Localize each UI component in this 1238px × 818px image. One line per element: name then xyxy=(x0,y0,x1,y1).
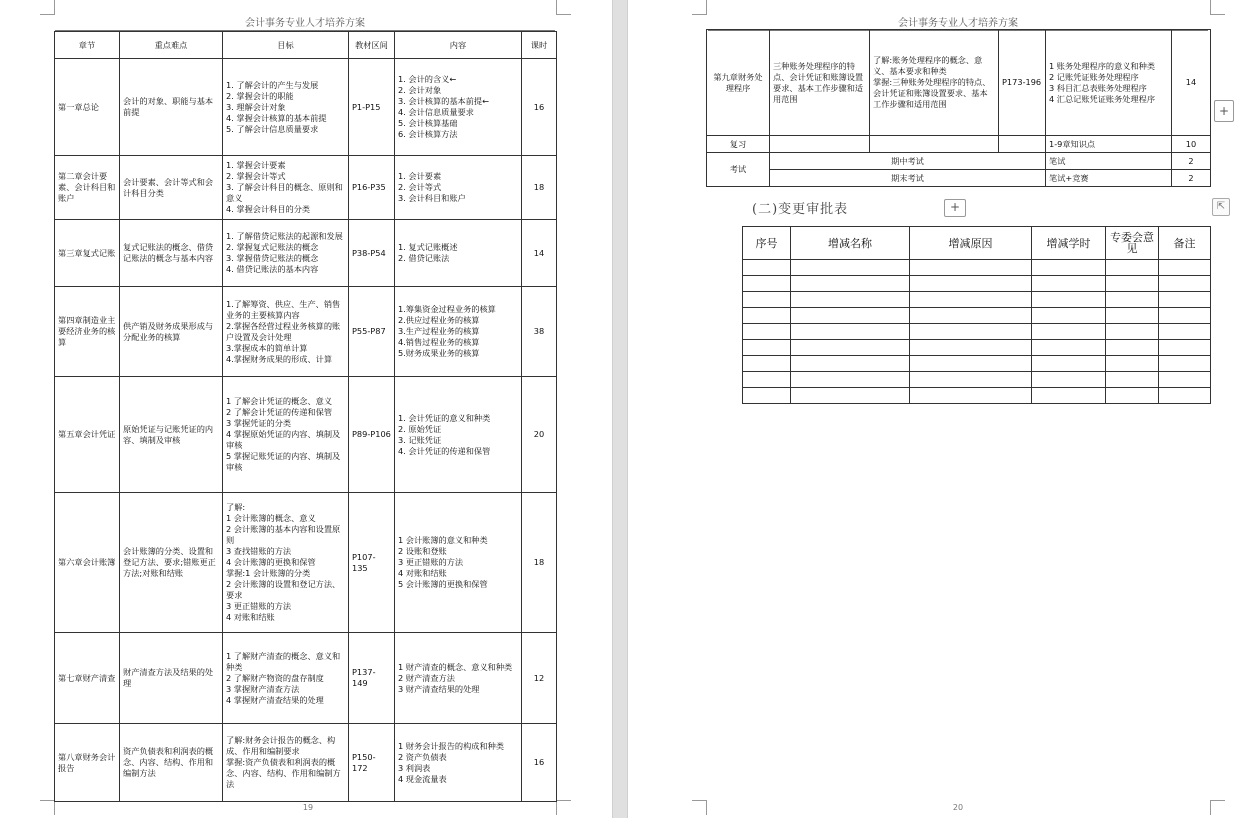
hours-cell: 38 xyxy=(522,287,557,377)
cell-line: 5 会计账簿的更换和保管 xyxy=(398,579,488,589)
empty-cell[interactable] xyxy=(910,388,1032,404)
cell-line: 3 掌握财产清查方法 xyxy=(226,683,300,694)
table-row xyxy=(55,220,557,287)
table-row xyxy=(707,170,1211,187)
empty-cell[interactable] xyxy=(1106,292,1159,308)
empty-cell[interactable] xyxy=(910,324,1032,340)
empty-cell[interactable] xyxy=(910,308,1032,324)
empty-cell[interactable] xyxy=(1032,260,1106,276)
table-row xyxy=(55,377,557,493)
empty-cell[interactable] xyxy=(743,260,791,276)
table-row xyxy=(707,136,1211,153)
cell-line: 1.了解筹资、供应、生产、销售业务的主要核算内容 xyxy=(226,298,341,320)
goals-cell xyxy=(223,287,349,377)
exam-name: 期中考试 xyxy=(770,153,1046,170)
document-page-20 xyxy=(628,0,1238,818)
content-cell xyxy=(395,377,522,493)
range-cell: P1-P15 xyxy=(349,59,395,156)
chapter-cell: 第一章总论 xyxy=(55,59,120,156)
empty-cell[interactable] xyxy=(1032,308,1106,324)
empty-cell[interactable] xyxy=(1106,324,1159,340)
content-cell xyxy=(395,724,522,802)
column-header: 专委会意见 xyxy=(1106,227,1159,260)
empty-cell[interactable] xyxy=(791,372,910,388)
key-cell: 原始凭证与记账凭证的内容、填制及审核 xyxy=(120,377,223,493)
cell-line: 1. 了解借贷记账法的起源和发展 xyxy=(226,231,343,241)
empty-cell[interactable] xyxy=(1159,260,1211,276)
key-cell: 财产清查方法及结果的处理 xyxy=(120,633,223,724)
cell-line: 4. 掌握会计科目的分类 xyxy=(226,204,311,214)
hours-cell: 18 xyxy=(522,156,557,220)
cell-line: 1 财务会计报告的构成和种类 xyxy=(398,740,505,751)
section-title: (二)变更审批表 xyxy=(752,202,849,217)
cell-line: 3.生产过程业务的核算 xyxy=(398,326,480,336)
exam-name: 期末考试 xyxy=(770,170,1046,187)
cell-line: 3. 记账凭证 xyxy=(398,434,442,445)
hours-cell: 12 xyxy=(522,633,557,724)
cell-line: 4.掌握财务成果的形成、计算 xyxy=(226,353,333,364)
approval-table xyxy=(742,226,1211,404)
chapter-cell: 第四章制造业主要经济业务的核算 xyxy=(55,287,120,377)
cell-line: 2 了解会计凭证的传递和保管 xyxy=(226,407,333,417)
table-header-row xyxy=(55,32,557,59)
cell-line: 2 会计账簿的基本内容和设置原则 xyxy=(226,524,341,545)
table-row xyxy=(743,324,1211,340)
empty-cell[interactable] xyxy=(1159,292,1211,308)
content-cell xyxy=(395,220,522,287)
key-cell: 会计要素、会计等式和会计科目分类 xyxy=(120,156,223,220)
column-header: 增减原因 xyxy=(910,227,1032,260)
column-header: 章节 xyxy=(55,32,120,59)
column-header: 增减学时 xyxy=(1032,227,1106,260)
cell-line: 4 会计账簿的更换和保管 xyxy=(226,557,316,567)
cell-line: 2 了解财产物资的盘存制度 xyxy=(226,672,324,683)
cell-line: 2 会计账簿的设置和登记方法、要求 xyxy=(226,579,341,600)
cell-line: 5 掌握记账凭证的内容、填制及审核 xyxy=(226,451,341,472)
review-label: 复习 xyxy=(707,136,770,153)
exam-content: 笔试+竞赛 xyxy=(1046,170,1172,187)
syllabus-table-continued xyxy=(706,29,1211,187)
page-header: 会计事务专业人才培养方案 xyxy=(55,14,555,31)
chapter-cell: 第六章会计账簿 xyxy=(55,493,120,633)
empty-cell[interactable] xyxy=(1106,372,1159,388)
hours-cell: 14 xyxy=(522,220,557,287)
cell-line: 2 记账凭证账务处理程序 xyxy=(1049,71,1139,82)
cell-line: 4 掌握原始凭证的内容、填制及审核 xyxy=(226,429,341,450)
cell-line: 4. 会计信息质量要求 xyxy=(398,107,474,117)
chapter-cell: 第八章财务会计报告 xyxy=(55,724,120,802)
goals-cell xyxy=(223,633,349,724)
table-row xyxy=(743,388,1211,404)
empty-cell[interactable] xyxy=(910,260,1032,276)
empty-cell[interactable] xyxy=(1106,308,1159,324)
cell-line: 2.掌握各经营过程业务核算的账户设置及会计处理 xyxy=(226,320,341,342)
empty-cell[interactable] xyxy=(743,356,791,372)
table-row xyxy=(743,308,1211,324)
chapter-cell: 第三章复式记账 xyxy=(55,220,120,287)
empty-cell[interactable] xyxy=(743,292,791,308)
goals-cell xyxy=(223,724,349,802)
empty-cell[interactable] xyxy=(1159,356,1211,372)
page-header: 会计事务专业人才培养方案 xyxy=(708,14,1208,31)
cell-line: 3 更正错账的方法 xyxy=(226,601,292,611)
cell-line: 3. 会计核算的基本前提← xyxy=(398,96,489,106)
empty-cell[interactable] xyxy=(1159,388,1211,404)
goals-cell xyxy=(223,493,349,633)
syllabus-table xyxy=(54,31,557,802)
key-cell: 供产销及财务成果形成与分配业务的核算 xyxy=(120,287,223,377)
empty-cell[interactable] xyxy=(791,308,910,324)
page-gutter xyxy=(612,0,628,818)
goals-cell xyxy=(223,156,349,220)
exam-hours: 2 xyxy=(1172,153,1211,170)
cell-line: 3 财产清查结果的处理 xyxy=(398,683,480,694)
content-cell xyxy=(395,633,522,724)
column-header: 内容 xyxy=(395,32,522,59)
cell-line: 4. 借贷记账法的基本内容 xyxy=(226,264,319,274)
table-row xyxy=(55,493,557,633)
cell-line: 3 掌握凭证的分类 xyxy=(226,418,292,428)
cell-line: 了解: xyxy=(226,502,246,512)
column-header: 序号 xyxy=(743,227,791,260)
chapter-cell: 第七章财产清查 xyxy=(55,633,120,724)
cell-line: 1 了解财产清查的概念、意义和种类 xyxy=(226,650,341,672)
cell-line: 1 财产清查的概念、意义和种类 xyxy=(398,661,513,672)
empty-cell[interactable] xyxy=(1032,324,1106,340)
empty-cell[interactable] xyxy=(1106,340,1159,356)
cell-line: 1 会计账簿的意义和种类 xyxy=(398,535,488,545)
hours-cell: 20 xyxy=(522,377,557,493)
table-row xyxy=(707,153,1211,170)
cell-line: 3 科目汇总表账务处理程序 xyxy=(1049,82,1147,93)
add-table-button[interactable]: + xyxy=(944,199,966,217)
cell-line: 2 财产清查方法 xyxy=(398,672,455,683)
expand-icon[interactable]: ⇱ xyxy=(1212,198,1230,216)
range-cell: P137-149 xyxy=(349,633,395,724)
exam-content: 笔试 xyxy=(1046,153,1172,170)
cell-line: 5. 会计核算基础 xyxy=(398,118,458,128)
cell-line: 2 设账和登账 xyxy=(398,546,447,556)
page-number: 19 xyxy=(302,803,314,812)
table-row xyxy=(707,30,1211,136)
empty-cell[interactable] xyxy=(1159,308,1211,324)
exam-label: 考试 xyxy=(707,153,770,187)
chapter-cell: 第九章财务处理程序 xyxy=(707,30,770,136)
empty-cell[interactable] xyxy=(1032,340,1106,356)
cell-line: 4.销售过程业务的核算 xyxy=(398,337,480,347)
range-cell: P55-P87 xyxy=(349,287,395,377)
key-cell: 会计的对象、职能与基本前提 xyxy=(120,59,223,156)
cell-line: 3. 理解会计对象 xyxy=(226,101,286,112)
range-cell: P16-P35 xyxy=(349,156,395,220)
empty-cell[interactable] xyxy=(1159,372,1211,388)
cell-line: 6. 会计核算方法 xyxy=(398,129,458,139)
table-row xyxy=(743,276,1211,292)
chapter-cell: 第五章会计凭证 xyxy=(55,377,120,493)
cell-line: 1. 会计的含义← xyxy=(398,74,457,84)
column-header: 增减名称 xyxy=(791,227,910,260)
empty-cell[interactable] xyxy=(743,324,791,340)
empty-cell[interactable] xyxy=(1032,292,1106,308)
goals-cell xyxy=(223,377,349,493)
cell-line: 2. 原始凭证 xyxy=(398,423,442,434)
empty-cell[interactable] xyxy=(1106,356,1159,372)
review-hours: 10 xyxy=(1172,136,1211,153)
range-cell: P173-196 xyxy=(999,30,1046,136)
range-cell: P107-135 xyxy=(349,493,395,633)
cell-line: 1. 会计凭证的意义和种类 xyxy=(398,412,491,423)
cell-line: 1. 掌握会计要素 xyxy=(226,160,286,170)
key-cell: 三种账务处理程序的特点、会计凭证和账簿设置要求、基本工作步骤和适用范围 xyxy=(770,30,870,136)
cell-line: 3 查找错账的方法 xyxy=(226,546,292,556)
cell-line: 掌握:1 会计账簿的分类 xyxy=(226,568,311,578)
empty-cell[interactable] xyxy=(910,356,1032,372)
table-row xyxy=(743,340,1211,356)
cell-line: 2. 掌握复式记账法的概念 xyxy=(226,242,319,252)
goals-cell xyxy=(223,220,349,287)
cell-line: 2. 会计对象 xyxy=(398,85,442,95)
cell-line: 1. 了解会计的产生与发展 xyxy=(226,79,319,90)
empty-cell[interactable] xyxy=(791,260,910,276)
empty-cell[interactable] xyxy=(1106,388,1159,404)
cell-line: 4. 掌握会计核算的基本前提 xyxy=(226,112,327,123)
empty-cell[interactable] xyxy=(1032,372,1106,388)
table-row xyxy=(55,633,557,724)
hours-cell: 18 xyxy=(522,493,557,633)
key-cell: 复式记账法的概念、借贷记账法的概念与基本内容 xyxy=(120,220,223,287)
cell-line: 1 账务处理程序的意义和种类 xyxy=(1049,60,1156,71)
cell-line: 3. 掌握借贷记账法的概念 xyxy=(226,253,319,263)
cell-line: 3 更正错账的方法 xyxy=(398,557,464,567)
range-cell: P89-P106 xyxy=(349,377,395,493)
goals-cell xyxy=(223,59,349,156)
column-header: 备注 xyxy=(1159,227,1211,260)
empty-cell[interactable] xyxy=(791,292,910,308)
empty-cell[interactable] xyxy=(791,388,910,404)
table-row xyxy=(743,292,1211,308)
cell-line: 3 利润表 xyxy=(398,762,431,773)
cell-line: 5. 了解会计信息质量要求 xyxy=(226,123,319,134)
table-header-row xyxy=(743,227,1211,260)
goals-cell xyxy=(870,30,999,136)
cell-line: 4 对账和结账 xyxy=(398,568,447,578)
table-row xyxy=(743,372,1211,388)
cell-line: 了解:财务会计报告的概念、构成、作用和编制要求 xyxy=(226,735,336,756)
cell-line: 4 掌握财产清查结果的处理 xyxy=(226,694,324,705)
empty-cell[interactable] xyxy=(1032,276,1106,292)
cell-line: 4 对账和结账 xyxy=(226,612,275,622)
document-page-19 xyxy=(0,0,612,818)
hours-cell: 16 xyxy=(522,59,557,156)
cell-line: 2. 会计等式 xyxy=(398,182,442,192)
content-cell xyxy=(395,156,522,220)
hours-cell: 14 xyxy=(1172,30,1211,136)
table-row xyxy=(55,724,557,802)
key-cell: 资产负债表和利润表的概念、内容、结构、作用和编制方法 xyxy=(120,724,223,802)
page-number: 20 xyxy=(952,803,964,812)
empty-cell[interactable] xyxy=(743,308,791,324)
cell-line: 掌握:三种账务处理程序的特点、会计凭证和账簿设置要求、基本工作步骤和适用范围 xyxy=(873,77,991,109)
table-row xyxy=(743,260,1211,276)
cell-line: 1 了解会计凭证的概念、意义 xyxy=(226,396,333,406)
empty-cell[interactable] xyxy=(1159,340,1211,356)
empty-cell[interactable] xyxy=(1159,324,1211,340)
empty-cell[interactable] xyxy=(910,276,1032,292)
cell-line: 4 现金流量表 xyxy=(398,773,447,784)
empty-cell[interactable] xyxy=(1106,276,1159,292)
chapter-cell: 第二章会计要素、会计科目和账户 xyxy=(55,156,120,220)
empty-cell[interactable] xyxy=(1032,356,1106,372)
cell-line: 5.财务成果业务的核算 xyxy=(398,348,480,358)
table-row xyxy=(55,287,557,377)
cell-line: 4 汇总记账凭证账务处理程序 xyxy=(1049,93,1156,104)
cell-line: 2. 掌握会计的职能 xyxy=(226,90,294,101)
cell-line: 2 资产负债表 xyxy=(398,751,447,762)
cell-line: 3. 了解会计科目的概念、原则和意义 xyxy=(226,182,343,203)
empty-cell[interactable] xyxy=(743,388,791,404)
empty-cell[interactable] xyxy=(791,340,910,356)
add-row-button[interactable]: + xyxy=(1214,100,1234,122)
column-header: 课时 xyxy=(522,32,557,59)
key-cell: 会计账簿的分类、设置和登记方法、要求;错账更正方法;对账和结账 xyxy=(120,493,223,633)
empty-cell[interactable] xyxy=(1106,260,1159,276)
cell-line: 1. 复式记账概述 xyxy=(398,242,458,252)
empty-cell[interactable] xyxy=(910,340,1032,356)
empty-cell[interactable] xyxy=(791,276,910,292)
cell-line: 2. 借贷记账法 xyxy=(398,253,450,263)
empty-cell[interactable] xyxy=(743,372,791,388)
cell-line: 1. 会计要素 xyxy=(398,171,442,181)
cell-line: 4. 会计凭证的传递和保管 xyxy=(398,445,491,456)
empty-cell[interactable] xyxy=(910,372,1032,388)
column-header: 教材区间 xyxy=(349,32,395,59)
cell-line: 掌握:资产负债表和利润表的概念、内容、结构、作用和编制方法 xyxy=(226,757,341,789)
content-cell xyxy=(395,59,522,156)
empty-cell[interactable] xyxy=(1032,388,1106,404)
empty-cell[interactable] xyxy=(743,276,791,292)
range-cell: P38-P54 xyxy=(349,220,395,287)
cell-line: 2.供应过程业务的核算 xyxy=(398,315,480,325)
empty-cell[interactable] xyxy=(910,292,1032,308)
table-row xyxy=(743,356,1211,372)
cell-line: 3. 会计科目和账户 xyxy=(398,193,466,203)
cell-line: 1.筹集资金过程业务的核算 xyxy=(398,304,496,314)
column-header: 重点难点 xyxy=(120,32,223,59)
cell-line: 了解:账务处理程序的概念、意义、基本要求和种类 xyxy=(873,55,983,76)
column-header: 目标 xyxy=(223,32,349,59)
content-cell xyxy=(395,287,522,377)
empty-cell[interactable] xyxy=(791,356,910,372)
range-cell: P150-172 xyxy=(349,724,395,802)
exam-hours: 2 xyxy=(1172,170,1211,187)
table-row xyxy=(55,156,557,220)
empty-cell[interactable] xyxy=(791,324,910,340)
content-cell xyxy=(1046,30,1172,136)
cell-line: 1 会计账簿的概念、意义 xyxy=(226,513,316,523)
content-cell xyxy=(395,493,522,633)
hours-cell: 16 xyxy=(522,724,557,802)
empty-cell[interactable] xyxy=(1159,276,1211,292)
empty-cell[interactable] xyxy=(743,340,791,356)
review-content: 1-9章知识点 xyxy=(1046,136,1172,153)
cell-line: 3.掌握成本的简单计算 xyxy=(226,342,308,353)
cell-line: 2. 掌握会计等式 xyxy=(226,171,286,181)
table-row xyxy=(55,59,557,156)
